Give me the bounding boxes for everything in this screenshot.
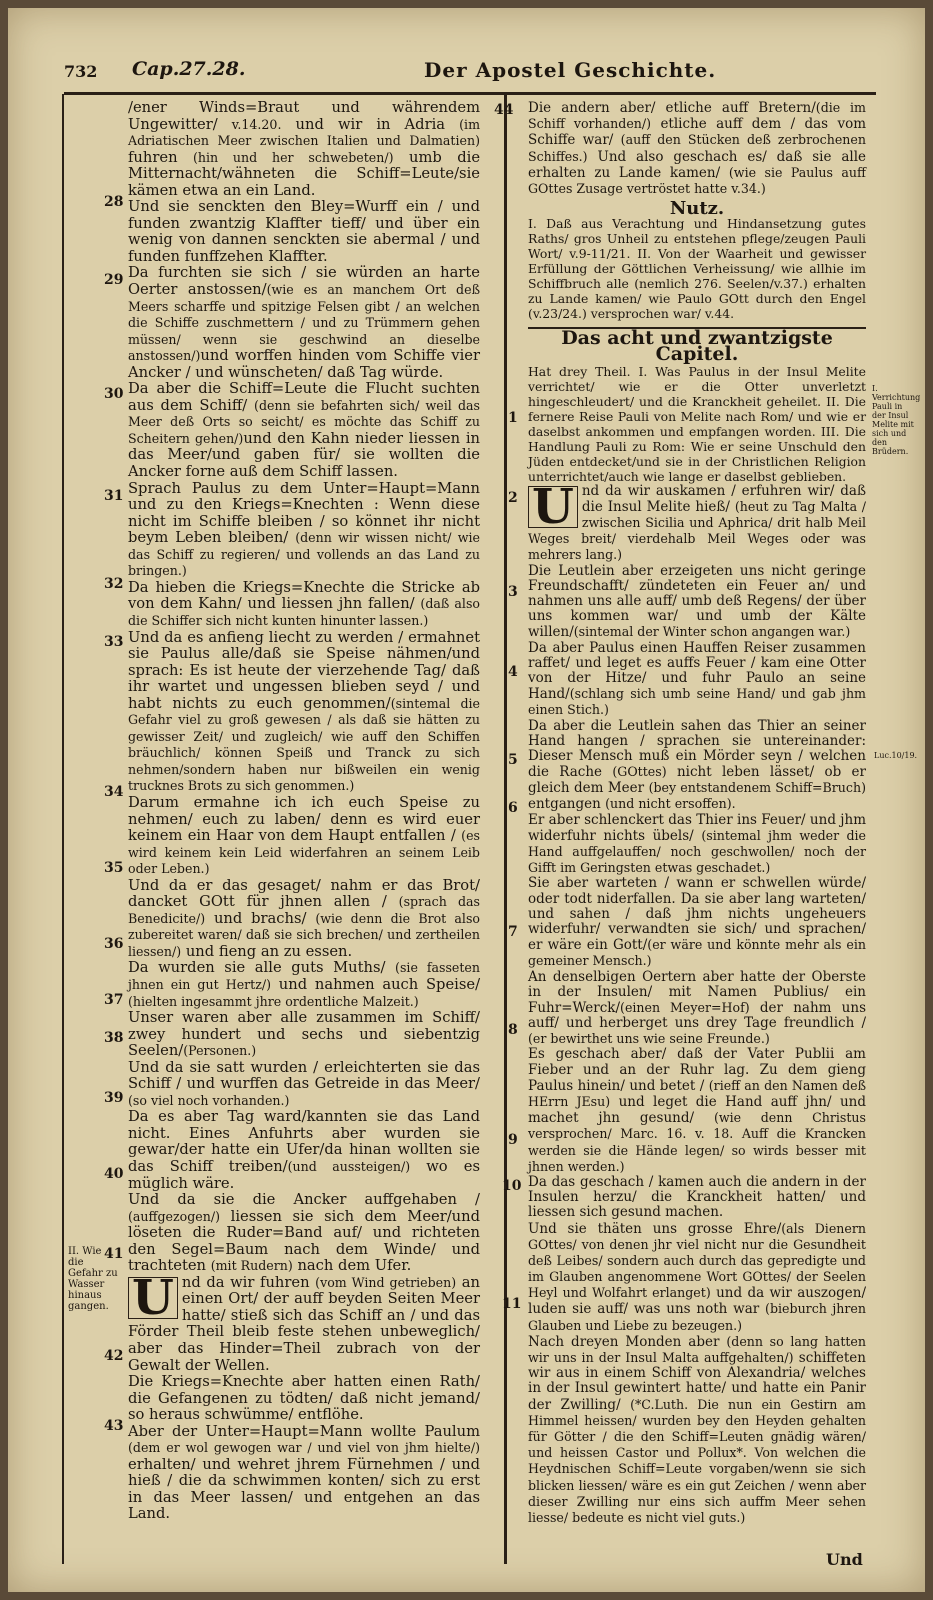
verse-32: Da hieben die Kriegs=Knechte die Stricke ab von dem Kahn/ und liessen jhn fallen/ (daß also die Schiffer sich nicht kunten hinunter lassen.): [128, 578, 481, 628]
verse-34: Darum ermahne ich ich euch Speise zu nehmen/ euch zu laben/ denn es wird euer keinem ein Haar von dem Haupt entfallen / (es wird keinem kein Leid widerfahren an seinem Leib oder Leben.): [128, 793, 481, 877]
book-page: [8, 8, 925, 1592]
column-rule: [504, 94, 507, 1564]
margin-note: II. Wie die Gefahr zu Wasser hinaus gangen.: [68, 1246, 118, 1312]
verse-8: Es geschach aber/ daß der Vater Publii am Fieber und an der Ruhr lag. Zu dem gieng Paulus hinein/ und betet / (rieff an den Namen deß HErrn JEsu) und leget die Hand auff jhn/ und machet jhn gesund/ (wie denn Christus versprochen/ Marc. 16. v. 18. Auff die Krancken werden sie die Hände legen/ so wirds besser mit jhnen werden.): [528, 1046, 866, 1174]
verse-number: 29: [104, 272, 124, 288]
verse-number: 37: [104, 992, 124, 1008]
verse-44: Die andern aber/ etliche auff Bretern/(die im Schiff vorhanden/) etliche auff dem / das vom Schiffe war/ (auff den Stücken deß zerbrochenen Schiffes.) Und also geschach es/ daß sie alle erhalten zu Lande kamen/ (wie sie Paulus auff GOttes Zusage vertröstet hatte v.34.): [528, 100, 867, 196]
verse-28: Und sie senckten den Bley=Wurff ein / und funden zwantzig Klaffter tieff/ und über ein wenig von dannen senckten sie abermal / und funden funffzehen Klaffter.: [128, 198, 480, 265]
verse-number: 11: [502, 1296, 522, 1312]
chapter-heading: Das acht und zwantzigste Capitel.: [528, 327, 866, 361]
verse-43: Aber der Unter=Haupt=Mann wollte Paulum (dem er wol gewogen war / und viel von jhm hielte/) erhalten/ und wehret jhrem Fürnehmen / und hieß / die da schwimmen konten/ sich zu erst in das Meer lassen/ und entgehen an das Land.: [128, 1422, 480, 1523]
verse-number: 39: [104, 1090, 124, 1106]
verse-number: 6: [508, 800, 518, 816]
left-border-rule: [62, 94, 64, 1564]
running-header: [64, 60, 876, 95]
verse-1: U nd da wir auskamen / erfuhren wir/ daß die Insul Melite hieß/ (heut zu Tag Malta / zwischen Sicilia und Aphrica/ drit halb Meil Weges breit/ vierdehalb Meil Weges oder was mehrers lang.): [528, 478, 866, 563]
verse-intro: /ener Winds=Braut und währendem Ungewitter/ v.14.20. und wir in Adria (im Adriatischen Meer zwischen Italien und Dalmatien) fuhren (hin und her schwebeten/) umb die Mitternacht/wähneten die Schiff=Leute/sie kämen etwa an ein Land.: [128, 99, 481, 199]
margin-note: I. Verrichtung Pauli in der Insul Melite mit sich und den Brüdern.: [872, 384, 921, 456]
right-column: [528, 100, 866, 1526]
verse-number: 1: [508, 410, 518, 426]
verse-number: 4: [508, 664, 518, 680]
verse-10: Und sie thäten uns grosse Ehre/(als Dienern GOttes/ von denen jhr viel nicht nur die Gesundheit deß Leibes/ sondern auch durch das gepredigte und im Glauben angenommene Wort GOttes/ der Seelen Heyl und Wolfahrt erlanget) und da wir auszogen/ luden sie auff/ was uns noth war (bieburch jhren Glauben und Liebe zu bezeugen.): [528, 1220, 866, 1333]
verse-number: 40: [104, 1166, 124, 1182]
verse-number: 9: [508, 1132, 518, 1148]
verse-number: 3: [508, 584, 518, 600]
verse-33: Und da es anfieng liecht zu werden / ermahnet sie Paulus alle/daß sie Speise nähmen/und sprach: Es ist heute der vierzehende Tag/ daß ihr wartet und ungessen blieben seyd / und habt nichts zu euch genommen/(sintemal die Gefahr viel zu groß gewesen / als daß sie hätten zu gewisser Zeit/ und zugleich/ wie auff den Schiffen bräuchlich/ können Speiß und Tranck zu sich nehmen/sondern haben nur bißweilen ein wenig trucknes Brots zu sich genommen.): [128, 628, 480, 794]
verse-number: 32: [104, 576, 124, 592]
verse-number: 34: [104, 784, 124, 800]
verse-number: 33: [104, 634, 124, 650]
verse-29: Da furchten sie sich / sie würden an harte Oerter anstossen/(wie es an manchem Ort deß Meers scharffe und spitzige Felsen gibt / an welchen die Schiffe zuschmettern / und zu Trümmern gehen müssen/ wenn sie geschwind an dieselbe anstossen/)und worffen hinden vom Schiffe vier Ancker / und wünscheten/ daß Tag würde.: [128, 264, 480, 381]
verse-35: Und da er das gesaget/ nahm er das Brot/ dancket GOtt für jhnen allen / (sprach das Benedicite/) und brachs/ (wie denn die Brot also zubereitet waren/ daß sie sich brechen/ und zertheilen liessen/) und fieng an zu essen.: [128, 876, 480, 960]
margin-note: Luc.10/19.: [874, 751, 918, 760]
chapter-reference: Cap.27.28.: [132, 58, 246, 80]
verse-number: 38: [104, 1030, 124, 1046]
drop-cap: U: [128, 1277, 178, 1319]
verse-2: Die Leutlein aber erzeigeten uns nicht geringe Freundschafft/ zündeteten ein Feuer an/ und nahmen uns alle auff/ umb deß Regens/ der über uns kommen war/ und umb der Kälte willen/(sintemal der Winter schon angangen war.): [528, 562, 866, 641]
verse-number: 43: [104, 1418, 124, 1434]
verse-7: An denselbigen Oertern aber hatte der Oberste in der Insulen/ mit Namen Publius/ ein Fuhr=Werck/(einen Meyer=Hof) der nahm uns auff/ und herberget uns drey Tage freundlich / (er bewirthet uns wie seine Freunde.): [528, 968, 866, 1047]
drop-cap: U: [528, 486, 578, 528]
verse-number: 10: [502, 1178, 522, 1194]
verse-number: 44: [494, 102, 514, 118]
verse-number: 42: [104, 1348, 124, 1364]
left-column: [128, 100, 480, 1523]
verse-number: 31: [104, 488, 124, 504]
verse-number: 5: [508, 752, 518, 768]
verse-number: 35: [104, 860, 124, 876]
catchword: Und: [826, 1550, 863, 1569]
verse-4: Da aber die Leutlein sahen das Thier an seiner Hand hangen / sprachen sie untereinander: Dieser Mensch muß ein Mörder seyn / welchen die Rache (GOttes) nicht leben lässet/ ob er gleich dem Meer (bey entstandenem Schiff=Bruch) entgangen (und nicht ersoffen).: [528, 717, 866, 813]
verse-number: 28: [104, 194, 124, 210]
page-number: 732: [64, 62, 98, 81]
nutz-heading: Nutz.: [669, 198, 725, 220]
verse-37: Unser waren aber alle zusammen im Schiff/ zwey hundert und sechs und siebentzig Seelen/(Personen.): [128, 1009, 480, 1060]
verse-number: 41: [104, 1246, 124, 1262]
verse-40: Und da sie die Ancker auffgehaben / (auffgezogen/) liessen sie sich dem Meer/und löseten die Ruder=Band auf/ und richteten den Segel=Baum nach dem Winde/ und trachteten (mit Rudern) nach dem Ufer.: [128, 1191, 480, 1275]
verse-number: 30: [104, 386, 124, 402]
verse-6: Sie aber warteten / wann er schwellen würde/ oder todt niderfallen. Da sie aber lang warteten/ und sahen / daß jhm nichts ungeheuers widerfuhr/ verwandten sie sich/ und sprachen/ er wäre ein Gott/(er wäre und könnte mehr als ein gemeiner Mensch.): [528, 875, 866, 969]
verse-3: Da aber Paulus einen Hauffen Reiser zusammen raffet/ und leget es auffs Feuer / kam eine Otter von der Hitze/ und fuhr Paulo an seine Hand/(schlang sich umb seine Hand/ und gab jhm einen Stich.): [528, 639, 866, 718]
nutz-text: I. Daß aus Verachtung und Hindansetzung gutes Raths/ gros Unheil zu entstehen pflege/zeugen Pauli Wort/ v.9-11/21. II. Von der Waarheit und gewisser Erfüllung der Göttlichen Verheissung/ wie allhie im Schiffbruch alle (nemlich 276. Seelen/v.37.) erhalten zu Lande kamen/ wie Paulo GOtt durch den Engel (v.23/24.) versprochen war/ v.44.: [528, 216, 866, 322]
verse-number: 36: [104, 936, 124, 952]
verse-36: Da wurden sie alle guts Muths/ (sie fasseten jhnen ein gut Hertz/) und nahmen auch Speise/ (hielten ingesammt jhre ordentliche Malzeit.): [128, 959, 481, 1009]
verse-30: Da aber die Schiff=Leute die Flucht suchten aus dem Schiff/ (denn sie befahrten sich/ weil das Meer deß Orts so seicht/ es möchte das Schiff zu Scheitern gehen/)und den Kahn nieder liessen in das Meer/und gaben für/ sie wollten die Ancker forne auß dem Schiff lassen.: [128, 380, 480, 481]
verse-31: Sprach Paulus zu dem Unter=Haupt=Mann und zu den Kriegs=Knechten : Wenn diese nicht im Schiffe bleiben / so könnet ihr nicht beym Leben bleiben/ (denn wir wissen nicht/ wie das Schiff zu regieren/ und vollends an das Land zu bringen.): [128, 479, 481, 579]
chapter-summary: Hat drey Theil. I. Was Paulus in der Insul Melite verrichtet/ wie er die Otter unverletzt hingeschleudert/ und die Kranckheit geheilet. II. Die fernere Reise Pauli von Melite nach Rom/ und wie er daselbst ankommen und empfangen worden. III. Die Handlung Pauli zu Rom: Wie er seine Unschuld den Jüden entdecket/und sie in der Christlichen Religion unterrichtet/auch wie lange er daselbst geblieben.: [528, 363, 866, 484]
verse-42: Die Kriegs=Knechte aber hatten einen Rath/ die Gefangenen zu tödten/ daß nicht jemand/ so heraus schwümme/ entflöhe.: [128, 1373, 480, 1424]
verse-38: Und da sie satt wurden / erleichterten sie das Schiff / und wurffen das Getreide in das Meer/ (so viel noch vorhanden.): [128, 1058, 480, 1108]
verse-11: Nach dreyen Monden aber (denn so lang hatten wir uns in der Insul Malta auffgehalten/) schiffeten wir aus in einem Schiff von Alexandria/ welches in der Insul gewintert hatte/ und hatte ein Panir der Zwilling/ (*C.Luth. Die nun ein Gestirn am Himmel heissen/ wurden bey den Heyden gehalten für Götter / die den Schiff=Leuten gnädig wären/ und heissen Castor und Pollux*. Von welchen die Heydnischen Schiff=Leute vorgaben/wenn sie sich blicken liessen/ wäre es ein gut Zeichen / wenn aber dieser Zwilling nur eins sich auffm Meer sehen liesse/ bedeute es nicht viel guts.): [528, 1333, 867, 1525]
verse-41: U nd da wir fuhren (vom Wind getrieben) an einen Ort/ der auff beyden Seiten Meer hatte/ stieß sich das Schiff an / und das Förder Theil bleib feste stehen unbeweglich/ aber das Hinder=Theil zubrach von der Gewalt der Wellen.: [128, 1269, 481, 1374]
verse-number: 2: [508, 490, 518, 506]
verse-number: 7: [508, 924, 518, 940]
verse-number: 8: [508, 1022, 518, 1038]
verse-9: Da das geschach / kamen auch die andern in der Insulen herzu/ die Kranckheit hatten/ und liessen sich gesund machen.: [528, 1173, 866, 1221]
verse-5: Er aber schlenckert das Thier ins Feuer/ und jhm widerfuhr nichts übels/ (sintemal jhm weder die Hand auffgelauffen/ noch geschwollen/ noch der Gifft im Geringsten etwas geschadet.): [528, 811, 866, 876]
running-title: Der Apostel Geschichte.: [424, 58, 717, 82]
verse-39: Da es aber Tag ward/kannten sie das Land nicht. Eines Anfuhrts aber wurden sie gewar/der hatte ein Ufer/da hinan wollten sie das Schiff treiben/(und aussteigen/) wo es müglich wäre.: [128, 1108, 480, 1192]
